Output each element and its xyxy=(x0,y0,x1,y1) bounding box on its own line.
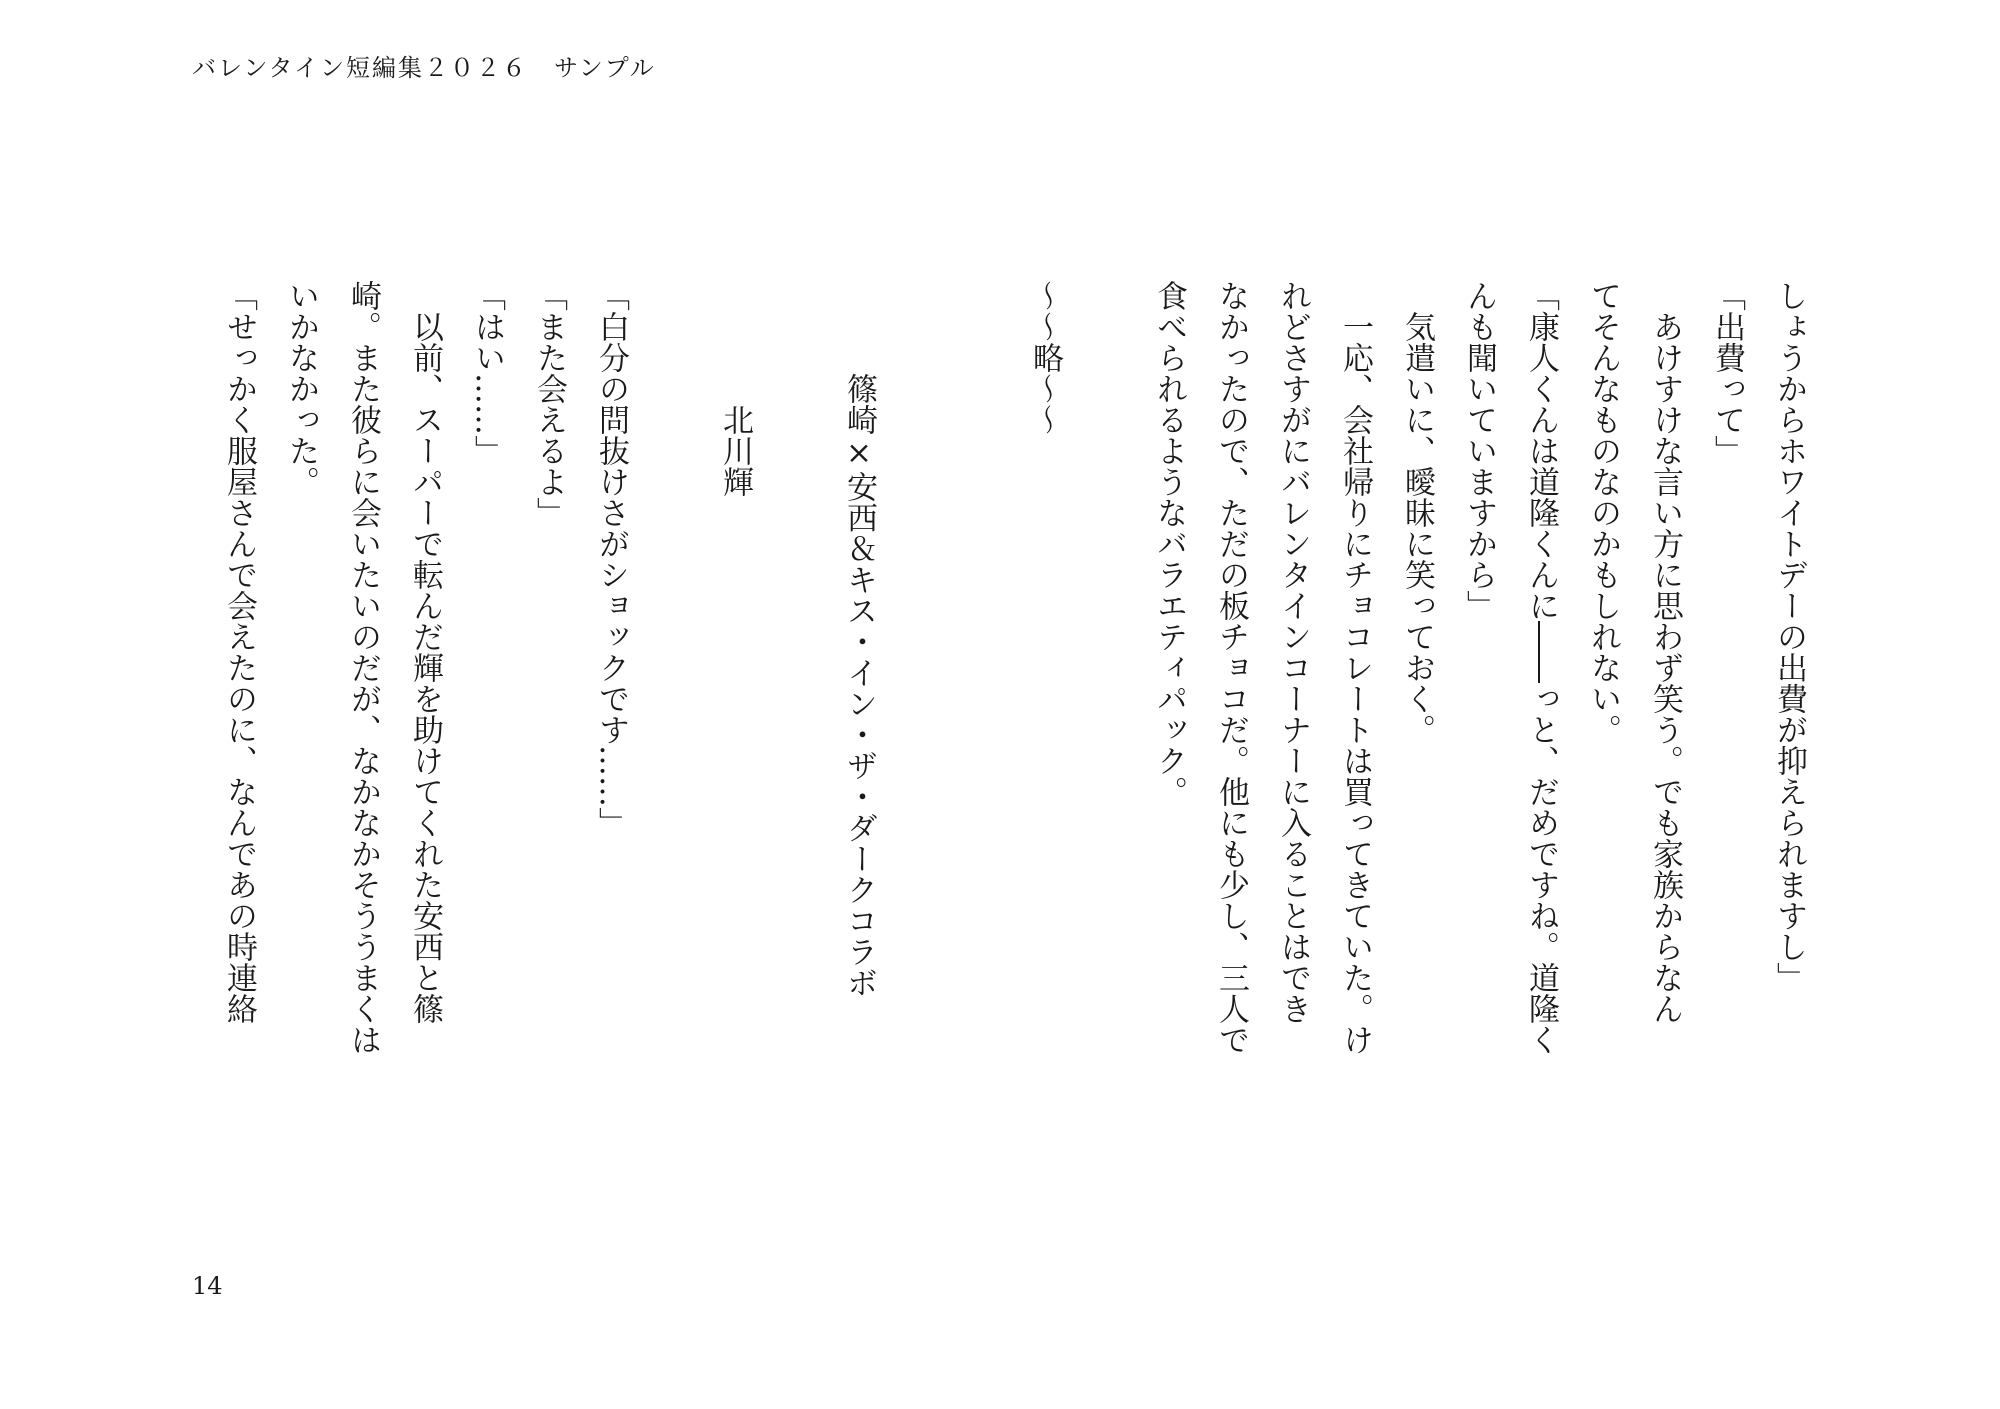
text-line: 「出費って」 xyxy=(1709,280,1745,466)
text-line: 「康人くんは道隆くんに――っと、だめですね。道隆く xyxy=(1523,280,1559,1055)
blank-line xyxy=(642,280,704,1160)
text-line: 崎。また彼らに会いたいのだが、なかなかそううまくは xyxy=(345,280,381,1055)
blank-line xyxy=(890,280,952,1160)
text-line: れどさすがにバレンタインコーナーに入ることはでき xyxy=(1275,280,1311,1024)
text-line: んも聞いていますから」 xyxy=(1461,280,1497,621)
text-line: 一応、会社帰りにチョコレートは買ってきていた。け xyxy=(1337,280,1373,1055)
text-line: 「白分の問抜けさがショックです……」 xyxy=(593,280,629,838)
blank-line xyxy=(766,280,828,1160)
text-line: 食べられるようなバラエティパック。 xyxy=(1151,280,1187,807)
text-line: てそんなものなのかもしれない。 xyxy=(1585,280,1621,745)
running-header: バレンタイン短編集２０２６ サンプル xyxy=(192,54,656,82)
text-line: 「はい……」 xyxy=(469,280,505,466)
text-line: 以前、スーパーで転んだ輝を助けてくれた安西と篠 xyxy=(407,280,443,1024)
story-author: 北川輝 xyxy=(717,404,753,497)
text-line: いかなかった。 xyxy=(283,280,319,497)
story-title: 篠崎×安西＆キス・イン・ザ・ダークコラボ xyxy=(841,373,877,998)
text-line: しょうからホワイトデーの出費が抑えられますし」 xyxy=(1771,280,1807,993)
blank-line xyxy=(1076,280,1138,1160)
text-line: なかったので、ただの板チョコだ。他にも少し、三人で xyxy=(1213,280,1249,1055)
text-line: あけすけな言い方に思わず笑う。でも家族からなん xyxy=(1647,280,1683,1024)
blank-line xyxy=(952,280,1014,1160)
text-line: 「せっかく服屋さんで会えたのに、なんであの時連絡 xyxy=(221,280,257,1024)
text-line: 「また会えるよ」 xyxy=(531,280,567,528)
page-number: 14 xyxy=(192,1272,223,1300)
vertical-text-body xyxy=(220,280,1820,1160)
text-line: 気遣いに、曖昧に笑っておく。 xyxy=(1399,280,1435,745)
section-divider: 〜〜略〜〜 xyxy=(1027,280,1063,435)
